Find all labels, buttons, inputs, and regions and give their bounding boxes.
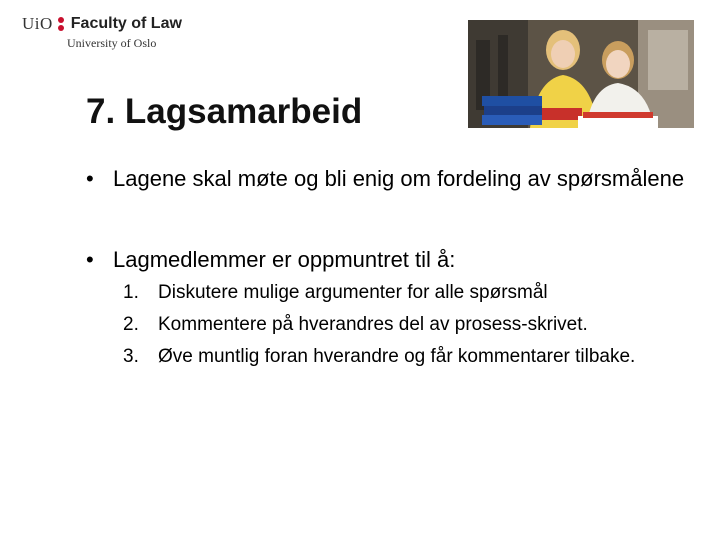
logo-dots-icon [57, 17, 65, 31]
numbered-item [123, 312, 696, 338]
numbered-item [123, 280, 696, 306]
logo-faculty-text: Faculty of Law [70, 15, 182, 32]
item-number: 3. [123, 346, 139, 367]
content-list [86, 164, 696, 376]
bullet-dot-icon: • [86, 166, 94, 191]
slide-title: 7. Lagsamarbeid [86, 92, 363, 131]
item-text: Kommentere på hverandres del av prosess-skrivet. [158, 314, 588, 335]
bullet-item [86, 164, 696, 193]
students-photo [468, 20, 694, 128]
item-text: Øve muntlig foran hverandre og får kommentarer tilbake. [158, 346, 636, 367]
logo-uio-text: UiO [22, 14, 53, 33]
bullet-dot-icon: • [86, 247, 94, 272]
numbered-list [123, 280, 696, 370]
bullet-text: Lagene skal møte og bli enig om fordeling av spørsmålene [113, 166, 685, 191]
item-number: 2. [123, 314, 139, 335]
logo-university-text: University of Oslo [67, 36, 157, 50]
item-text: Diskutere mulige argumenter for alle spørsmål [158, 282, 548, 303]
item-number: 1. [123, 282, 139, 303]
bullet-text: Lagmedlemmer er oppmuntret til å: [113, 247, 456, 272]
bullet-item [86, 245, 696, 274]
university-logo [22, 14, 182, 51]
numbered-item [123, 344, 696, 370]
